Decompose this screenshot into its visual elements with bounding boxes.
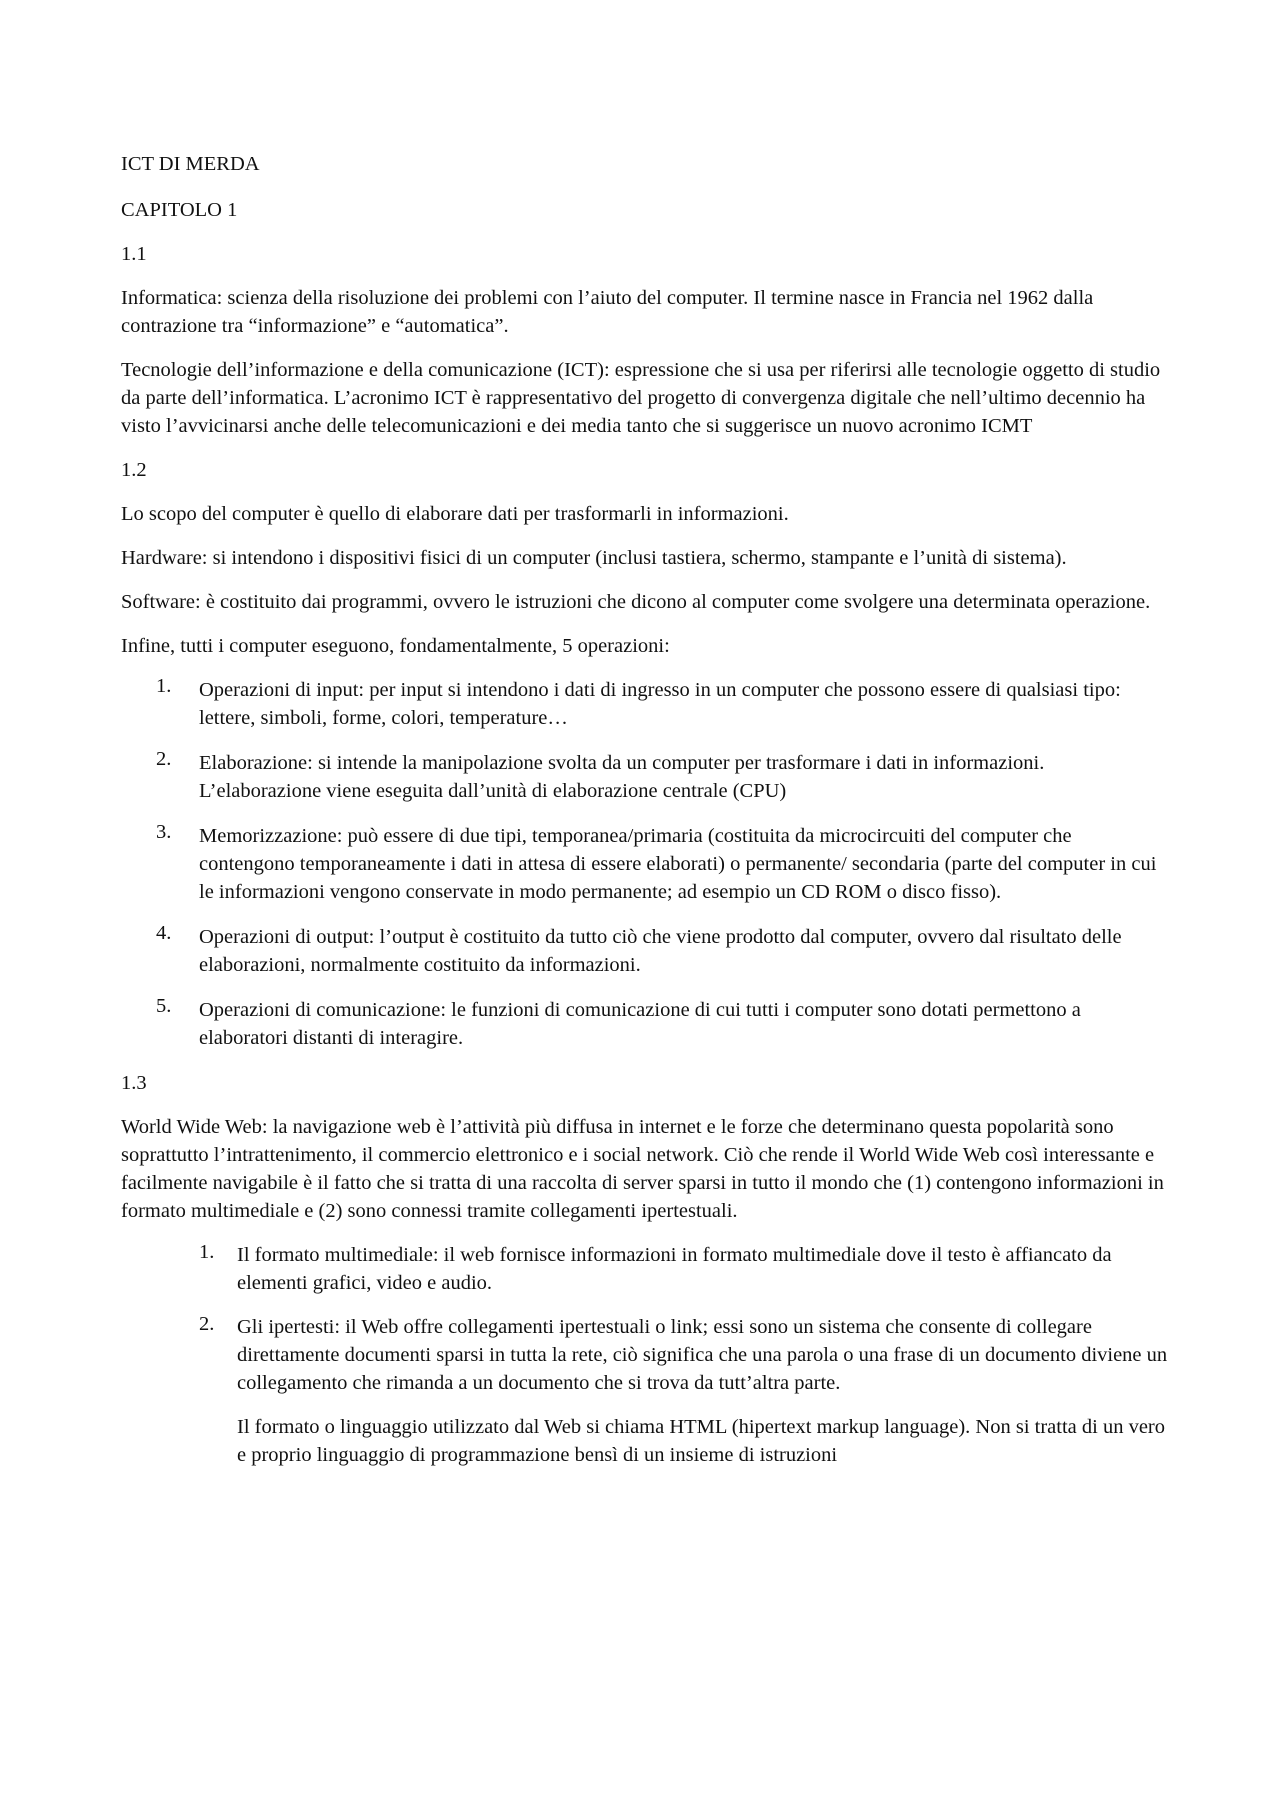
list-item xyxy=(121,822,1171,906)
list-item-text: Operazioni di comunicazione: le funzioni di comunicazione di cui tutti i computer sono dotati permettono a elaboratori distanti di interagire. xyxy=(199,999,1081,1049)
paragraph-ict: Tecnologie dell’informazione e della comunicazione (ICT): espressione che si usa per riferirsi alle tecnologie oggetto di studio da parte dell’informatica. L’acronimo ICT è rappresentativo del progetto di convergenza digitale che nell’ultimo decennio ha visto l’avvicinarsi anche delle telecomunicazioni e dei media tanto che si suggerisce un nuovo acronimo ICMT xyxy=(121,359,1161,437)
list-item-text: Memorizzazione: può essere di due tipi, temporanea/primaria (costituita da microcircuiti del computer che contengono temporaneamente i dati in attesa di essere elaborati) o permanente/ secondaria (parte del computer in cui le informazioni vengono conservate in modo permanente; ad esempio un CD ROM o disco fisso). xyxy=(199,825,1157,903)
list-item xyxy=(121,749,1171,805)
section-heading-1-2: 1.2 xyxy=(121,459,147,481)
list-item-text: Operazioni di input: per input si intendono i dati di ingresso in un computer che possono essere di qualsiasi tipo: lettere, simboli, forme, colori, temperature… xyxy=(199,679,1121,729)
paragraph-infine: Infine, tutti i computer eseguono, fondamentalmente, 5 operazioni: xyxy=(121,635,670,657)
list-item xyxy=(121,1313,1171,1469)
document-title: ICT DI MERDA xyxy=(121,153,260,175)
document-page xyxy=(121,150,1171,1485)
paragraph-html: Il formato o linguaggio utilizzato dal Web si chiama HTML (hipertext markup language). Non si tratta di un vero e proprio linguaggio di programmazione bensì di un insieme di istruzioni xyxy=(237,1416,1165,1466)
list-number: 5. xyxy=(156,995,172,1017)
list-item xyxy=(121,676,1171,732)
operations-list xyxy=(121,676,1171,1052)
list-number: 3. xyxy=(156,821,172,843)
list-number: 1. xyxy=(156,675,172,697)
list-item xyxy=(121,996,1171,1052)
chapter-heading: CAPITOLO 1 xyxy=(121,199,238,221)
list-item-text: Gli ipertesti: il Web offre collegamenti ipertestuali o link; essi sono un sistema che consente di collegare direttamente documenti sparsi in tutta la rete, ciò significa che una parola o una frase di un documento diviene un collegamento che rimanda a un documento che si trova da tutt’altra parte. xyxy=(237,1316,1168,1394)
paragraph-informatica: Informatica: scienza della risoluzione dei problemi con l’aiuto del computer. Il termine nasce in Francia nel 1962 dalla contrazione tra “informazione” e “automatica”. xyxy=(121,287,1094,337)
list-item-text: Il formato multimediale: il web fornisce informazioni in formato multimediale dove il testo è affiancato da elementi grafici, video e audio. xyxy=(237,1244,1112,1294)
paragraph-hardware: Hardware: si intendono i dispositivi fisici di un computer (inclusi tastiera, schermo, stampante e l’unità di sistema). xyxy=(121,547,1067,569)
section-heading-1-1: 1.1 xyxy=(121,243,147,265)
list-item-text: Elaborazione: si intende la manipolazione svolta da un computer per trasformare i dati in informazioni. L’elaborazione viene eseguita dall’unità di elaborazione centrale (CPU) xyxy=(199,752,1045,802)
list-number: 1. xyxy=(199,1241,215,1263)
list-item xyxy=(121,923,1171,979)
list-number: 2. xyxy=(199,1313,215,1335)
list-item xyxy=(121,1241,1171,1297)
web-features-list xyxy=(121,1241,1171,1469)
paragraph-scopo: Lo scopo del computer è quello di elaborare dati per trasformarli in informazioni. xyxy=(121,503,789,525)
list-item-text: Operazioni di output: l’output è costituito da tutto ciò che viene prodotto dal computer, ovvero dal risultato delle elaborazioni, normalmente costituito da informazioni. xyxy=(199,926,1122,976)
paragraph-software: Software: è costituito dai programmi, ovvero le istruzioni che dicono al computer come svolgere una determinata operazione. xyxy=(121,591,1151,613)
list-number: 4. xyxy=(156,922,172,944)
list-number: 2. xyxy=(156,748,172,770)
section-heading-1-3: 1.3 xyxy=(121,1072,147,1094)
paragraph-www: World Wide Web: la navigazione web è l’attività più diffusa in internet e le forze che determinano questa popolarità sono soprattutto l’intrattenimento, il commercio elettronico e i social network. Ciò che rende il World Wide Web così interessante e facilmente navigabile è il fatto che si tratta di una raccolta di server sparsi in tutto il mondo che (1) contengono informazioni in formato multimediale e (2) sono connessi tramite collegamenti ipertestuali. xyxy=(121,1116,1164,1222)
